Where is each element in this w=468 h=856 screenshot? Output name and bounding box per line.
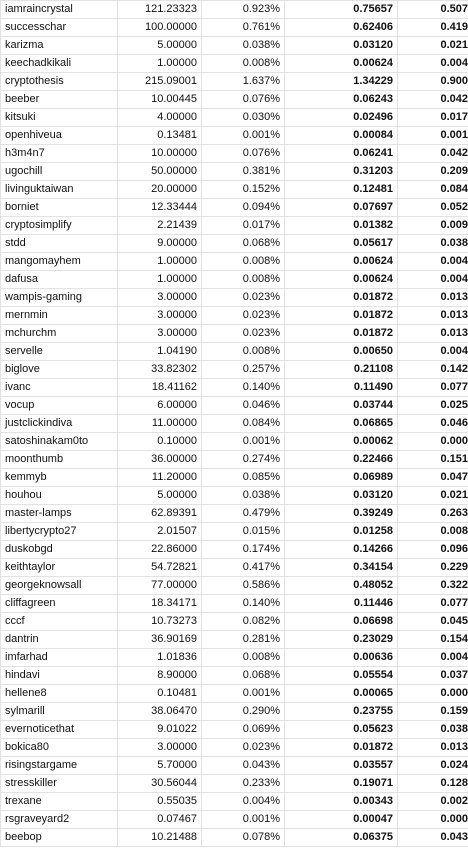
value-cell[interactable]: 0.06865 bbox=[285, 415, 398, 433]
account-name-cell[interactable]: duskobgd bbox=[1, 541, 118, 559]
account-name-cell[interactable]: mernmin bbox=[1, 307, 118, 325]
account-name-cell[interactable]: georgeknowsall bbox=[1, 577, 118, 595]
table-row bbox=[1, 73, 468, 91]
value-cell[interactable]: 0.00636 bbox=[285, 649, 398, 667]
share-cell[interactable]: 0.021 bbox=[398, 37, 468, 55]
account-name-cell[interactable]: openhiveua bbox=[1, 127, 118, 145]
share-cell[interactable]: 0.128 bbox=[398, 775, 468, 793]
table-row bbox=[1, 145, 468, 163]
amount-cell[interactable]: 5.00000 bbox=[118, 487, 202, 505]
amount-cell[interactable]: 6.00000 bbox=[118, 397, 202, 415]
percent-cell[interactable]: 0.008% bbox=[202, 649, 285, 667]
value-cell[interactable]: 0.75657 bbox=[285, 1, 398, 19]
value-cell[interactable]: 0.00624 bbox=[285, 253, 398, 271]
table-row bbox=[1, 487, 468, 505]
account-name-cell[interactable]: trexane bbox=[1, 793, 118, 811]
account-name-cell[interactable]: h3m4n7 bbox=[1, 145, 118, 163]
account-name-cell[interactable]: master-lamps bbox=[1, 505, 118, 523]
value-cell[interactable]: 0.01872 bbox=[285, 739, 398, 757]
share-cell[interactable]: 0.419 bbox=[398, 19, 468, 37]
table-row bbox=[1, 343, 468, 361]
value-cell[interactable]: 0.06241 bbox=[285, 145, 398, 163]
table-row bbox=[1, 469, 468, 487]
account-name-cell[interactable]: ivanc bbox=[1, 379, 118, 397]
value-cell[interactable]: 0.34154 bbox=[285, 559, 398, 577]
account-name-cell[interactable]: ugochill bbox=[1, 163, 118, 181]
amount-cell[interactable]: 1.01836 bbox=[118, 649, 202, 667]
account-name-cell[interactable]: wampis-gaming bbox=[1, 289, 118, 307]
table-row bbox=[1, 217, 468, 235]
account-name-cell[interactable]: dafusa bbox=[1, 271, 118, 289]
percent-cell[interactable]: 0.076% bbox=[202, 145, 285, 163]
amount-cell[interactable]: 1.00000 bbox=[118, 271, 202, 289]
table-row bbox=[1, 325, 468, 343]
share-cell[interactable]: 0.025 bbox=[398, 397, 468, 415]
share-cell[interactable]: 0.013 bbox=[398, 307, 468, 325]
amount-cell[interactable]: 9.00000 bbox=[118, 235, 202, 253]
percent-cell[interactable]: 0.381% bbox=[202, 163, 285, 181]
amount-cell[interactable]: 22.86000 bbox=[118, 541, 202, 559]
table-row bbox=[1, 199, 468, 217]
account-name-cell[interactable]: kitsuki bbox=[1, 109, 118, 127]
table-row bbox=[1, 793, 468, 811]
percent-cell[interactable]: 0.046% bbox=[202, 397, 285, 415]
table-row bbox=[1, 235, 468, 253]
amount-cell[interactable]: 3.00000 bbox=[118, 739, 202, 757]
percent-cell[interactable]: 0.023% bbox=[202, 307, 285, 325]
percent-cell[interactable]: 0.008% bbox=[202, 343, 285, 361]
table-row bbox=[1, 271, 468, 289]
value-cell[interactable]: 0.00084 bbox=[285, 127, 398, 145]
value-cell[interactable]: 0.03744 bbox=[285, 397, 398, 415]
share-cell[interactable]: 0.024 bbox=[398, 757, 468, 775]
account-name-cell[interactable]: servelle bbox=[1, 343, 118, 361]
value-cell[interactable]: 0.14266 bbox=[285, 541, 398, 559]
amount-cell[interactable]: 50.00000 bbox=[118, 163, 202, 181]
share-cell[interactable]: 0.507 bbox=[398, 1, 468, 19]
share-cell[interactable]: 0.004 bbox=[398, 271, 468, 289]
share-cell[interactable]: 0.004 bbox=[398, 343, 468, 361]
table-row bbox=[1, 631, 468, 649]
share-cell[interactable]: 0.013 bbox=[398, 325, 468, 343]
table-row bbox=[1, 703, 468, 721]
account-name-cell[interactable]: imfarhad bbox=[1, 649, 118, 667]
percent-cell[interactable]: 0.479% bbox=[202, 505, 285, 523]
account-name-cell[interactable]: borniet bbox=[1, 199, 118, 217]
table-row bbox=[1, 91, 468, 109]
value-cell[interactable]: 0.02496 bbox=[285, 109, 398, 127]
value-cell[interactable]: 0.01872 bbox=[285, 289, 398, 307]
share-cell[interactable]: 0.084 bbox=[398, 181, 468, 199]
amount-cell[interactable]: 1.00000 bbox=[118, 253, 202, 271]
table-row bbox=[1, 127, 468, 145]
amount-cell[interactable]: 5.70000 bbox=[118, 757, 202, 775]
account-name-cell[interactable]: cccf bbox=[1, 613, 118, 631]
percent-cell[interactable]: 0.274% bbox=[202, 451, 285, 469]
value-cell[interactable]: 1.34229 bbox=[285, 73, 398, 91]
table-row bbox=[1, 253, 468, 271]
table-row bbox=[1, 307, 468, 325]
table-row bbox=[1, 721, 468, 739]
table-row bbox=[1, 541, 468, 559]
percent-cell[interactable]: 0.023% bbox=[202, 289, 285, 307]
account-name-cell[interactable]: sylmarill bbox=[1, 703, 118, 721]
amount-cell[interactable]: 100.00000 bbox=[118, 19, 202, 37]
percent-cell[interactable]: 0.290% bbox=[202, 703, 285, 721]
account-name-cell[interactable]: hellene8 bbox=[1, 685, 118, 703]
percent-cell[interactable]: 0.038% bbox=[202, 487, 285, 505]
table-row bbox=[1, 361, 468, 379]
amount-cell[interactable]: 11.20000 bbox=[118, 469, 202, 487]
amount-cell[interactable]: 12.33444 bbox=[118, 199, 202, 217]
amount-cell[interactable]: 36.00000 bbox=[118, 451, 202, 469]
table-row bbox=[1, 595, 468, 613]
value-cell[interactable]: 0.00065 bbox=[285, 685, 398, 703]
amount-cell[interactable]: 77.00000 bbox=[118, 577, 202, 595]
table-row bbox=[1, 181, 468, 199]
share-cell[interactable]: 0.042 bbox=[398, 91, 468, 109]
account-name-cell[interactable]: mchurchm bbox=[1, 325, 118, 343]
share-cell[interactable]: 0.046 bbox=[398, 415, 468, 433]
amount-cell[interactable]: 2.21439 bbox=[118, 217, 202, 235]
account-name-cell[interactable]: cryptothesis bbox=[1, 73, 118, 91]
value-cell[interactable]: 0.22466 bbox=[285, 451, 398, 469]
amount-cell[interactable]: 10.00000 bbox=[118, 145, 202, 163]
percent-cell[interactable]: 0.923% bbox=[202, 1, 285, 19]
amount-cell[interactable]: 0.13481 bbox=[118, 127, 202, 145]
value-cell[interactable]: 0.06989 bbox=[285, 469, 398, 487]
percent-cell[interactable]: 0.001% bbox=[202, 127, 285, 145]
amount-cell[interactable]: 10.21488 bbox=[118, 829, 202, 847]
share-cell[interactable]: 0.047 bbox=[398, 469, 468, 487]
value-cell[interactable]: 0.07697 bbox=[285, 199, 398, 217]
table-row bbox=[1, 397, 468, 415]
percent-cell[interactable]: 0.233% bbox=[202, 775, 285, 793]
account-name-cell[interactable]: houhou bbox=[1, 487, 118, 505]
share-cell[interactable]: 0.009 bbox=[398, 217, 468, 235]
share-cell[interactable]: 0.004 bbox=[398, 649, 468, 667]
account-name-cell[interactable]: successchar bbox=[1, 19, 118, 37]
share-cell[interactable]: 0.096 bbox=[398, 541, 468, 559]
account-name-cell[interactable]: moonthumb bbox=[1, 451, 118, 469]
table-row bbox=[1, 505, 468, 523]
account-name-cell[interactable]: risingstargame bbox=[1, 757, 118, 775]
percent-cell[interactable]: 0.043% bbox=[202, 757, 285, 775]
share-cell[interactable]: 0.038 bbox=[398, 235, 468, 253]
share-cell[interactable]: 0.052 bbox=[398, 199, 468, 217]
table-row bbox=[1, 379, 468, 397]
percent-cell[interactable]: 0.152% bbox=[202, 181, 285, 199]
percent-cell[interactable]: 0.140% bbox=[202, 379, 285, 397]
value-cell[interactable]: 0.05617 bbox=[285, 235, 398, 253]
account-name-cell[interactable]: rsgraveyard2 bbox=[1, 811, 118, 829]
percent-cell[interactable]: 0.417% bbox=[202, 559, 285, 577]
amount-cell[interactable]: 10.73273 bbox=[118, 613, 202, 631]
value-cell[interactable]: 0.06375 bbox=[285, 829, 398, 847]
share-cell[interactable]: 0.077 bbox=[398, 595, 468, 613]
amount-cell[interactable]: 0.07467 bbox=[118, 811, 202, 829]
account-name-cell[interactable]: livinguktaiwan bbox=[1, 181, 118, 199]
amount-cell[interactable]: 4.00000 bbox=[118, 109, 202, 127]
share-cell[interactable]: 0.900 bbox=[398, 73, 468, 91]
amount-cell[interactable]: 3.00000 bbox=[118, 289, 202, 307]
percent-cell[interactable]: 0.068% bbox=[202, 667, 285, 685]
value-cell[interactable]: 0.06243 bbox=[285, 91, 398, 109]
account-name-cell[interactable]: satoshinakam0to bbox=[1, 433, 118, 451]
value-cell[interactable]: 0.31203 bbox=[285, 163, 398, 181]
percent-cell[interactable]: 0.761% bbox=[202, 19, 285, 37]
percent-cell[interactable]: 0.008% bbox=[202, 55, 285, 73]
percent-cell[interactable]: 0.017% bbox=[202, 217, 285, 235]
amount-cell[interactable]: 0.10000 bbox=[118, 433, 202, 451]
percent-cell[interactable]: 0.076% bbox=[202, 91, 285, 109]
account-name-cell[interactable]: keithtaylor bbox=[1, 559, 118, 577]
table-row bbox=[1, 523, 468, 541]
account-name-cell[interactable]: dantrin bbox=[1, 631, 118, 649]
share-cell[interactable]: 0.038 bbox=[398, 721, 468, 739]
value-cell[interactable]: 0.48052 bbox=[285, 577, 398, 595]
share-cell[interactable]: 0.043 bbox=[398, 829, 468, 847]
value-cell[interactable]: 0.05554 bbox=[285, 667, 398, 685]
table-row bbox=[1, 451, 468, 469]
value-cell[interactable]: 0.05623 bbox=[285, 721, 398, 739]
share-cell[interactable]: 0.154 bbox=[398, 631, 468, 649]
percent-cell[interactable]: 0.078% bbox=[202, 829, 285, 847]
percent-cell[interactable]: 0.008% bbox=[202, 271, 285, 289]
value-cell[interactable]: 0.01872 bbox=[285, 307, 398, 325]
amount-cell[interactable]: 10.00445 bbox=[118, 91, 202, 109]
share-cell[interactable]: 0.151 bbox=[398, 451, 468, 469]
share-cell[interactable]: 0.000 bbox=[398, 685, 468, 703]
percent-cell[interactable]: 0.586% bbox=[202, 577, 285, 595]
share-cell[interactable]: 0.263 bbox=[398, 505, 468, 523]
value-cell[interactable]: 0.00343 bbox=[285, 793, 398, 811]
percent-cell[interactable]: 0.001% bbox=[202, 811, 285, 829]
account-name-cell[interactable]: bokica80 bbox=[1, 739, 118, 757]
amount-cell[interactable]: 38.06470 bbox=[118, 703, 202, 721]
amount-cell[interactable]: 18.41162 bbox=[118, 379, 202, 397]
share-cell[interactable]: 0.004 bbox=[398, 253, 468, 271]
account-name-cell[interactable]: iamraincrystal bbox=[1, 1, 118, 19]
table-row bbox=[1, 289, 468, 307]
value-cell[interactable]: 0.00624 bbox=[285, 55, 398, 73]
amount-cell[interactable]: 54.72821 bbox=[118, 559, 202, 577]
table-row bbox=[1, 757, 468, 775]
account-name-cell[interactable]: evernoticethat bbox=[1, 721, 118, 739]
value-cell[interactable]: 0.03120 bbox=[285, 487, 398, 505]
percent-cell[interactable]: 0.084% bbox=[202, 415, 285, 433]
share-cell[interactable]: 0.209 bbox=[398, 163, 468, 181]
share-cell[interactable]: 0.004 bbox=[398, 55, 468, 73]
value-cell[interactable]: 0.01258 bbox=[285, 523, 398, 541]
value-cell[interactable]: 0.11490 bbox=[285, 379, 398, 397]
share-cell[interactable]: 0.042 bbox=[398, 145, 468, 163]
table-row bbox=[1, 19, 468, 37]
percent-cell[interactable]: 0.008% bbox=[202, 253, 285, 271]
percent-cell[interactable]: 0.001% bbox=[202, 685, 285, 703]
share-cell[interactable]: 0.008 bbox=[398, 523, 468, 541]
percent-cell[interactable]: 0.015% bbox=[202, 523, 285, 541]
account-name-cell[interactable]: karizma bbox=[1, 37, 118, 55]
account-name-cell[interactable]: justclickindiva bbox=[1, 415, 118, 433]
amount-cell[interactable]: 33.82302 bbox=[118, 361, 202, 379]
value-cell[interactable]: 0.39249 bbox=[285, 505, 398, 523]
value-cell[interactable]: 0.01382 bbox=[285, 217, 398, 235]
share-cell[interactable]: 0.000 bbox=[398, 811, 468, 829]
percent-cell[interactable]: 0.001% bbox=[202, 433, 285, 451]
value-cell[interactable]: 0.03120 bbox=[285, 37, 398, 55]
amount-cell[interactable]: 20.00000 bbox=[118, 181, 202, 199]
account-name-cell[interactable]: hindavi bbox=[1, 667, 118, 685]
amount-cell[interactable]: 215.09001 bbox=[118, 73, 202, 91]
amount-cell[interactable]: 3.00000 bbox=[118, 307, 202, 325]
percent-cell[interactable]: 0.023% bbox=[202, 325, 285, 343]
table-row bbox=[1, 811, 468, 829]
amount-cell[interactable]: 1.04190 bbox=[118, 343, 202, 361]
table-row bbox=[1, 739, 468, 757]
account-name-cell[interactable]: cliffagreen bbox=[1, 595, 118, 613]
percent-cell[interactable]: 0.140% bbox=[202, 595, 285, 613]
account-name-cell[interactable]: vocup bbox=[1, 397, 118, 415]
account-name-cell[interactable]: stdd bbox=[1, 235, 118, 253]
value-cell[interactable]: 0.12481 bbox=[285, 181, 398, 199]
account-name-cell[interactable]: kemmyb bbox=[1, 469, 118, 487]
value-cell[interactable]: 0.06698 bbox=[285, 613, 398, 631]
percent-cell[interactable]: 0.068% bbox=[202, 235, 285, 253]
percent-cell[interactable]: 0.038% bbox=[202, 37, 285, 55]
amount-cell[interactable]: 121.23323 bbox=[118, 1, 202, 19]
share-cell[interactable]: 0.045 bbox=[398, 613, 468, 631]
amount-cell[interactable]: 30.56044 bbox=[118, 775, 202, 793]
amount-cell[interactable]: 0.55035 bbox=[118, 793, 202, 811]
share-cell[interactable]: 0.017 bbox=[398, 109, 468, 127]
table-row bbox=[1, 559, 468, 577]
share-cell[interactable]: 0.142 bbox=[398, 361, 468, 379]
value-cell[interactable]: 0.11446 bbox=[285, 595, 398, 613]
account-name-cell[interactable]: libertycrypto27 bbox=[1, 523, 118, 541]
percent-cell[interactable]: 0.085% bbox=[202, 469, 285, 487]
share-cell[interactable]: 0.077 bbox=[398, 379, 468, 397]
amount-cell[interactable]: 1.00000 bbox=[118, 55, 202, 73]
table-row bbox=[1, 433, 468, 451]
share-cell[interactable]: 0.021 bbox=[398, 487, 468, 505]
account-name-cell[interactable]: keechadkikali bbox=[1, 55, 118, 73]
percent-cell[interactable]: 0.257% bbox=[202, 361, 285, 379]
table-row bbox=[1, 577, 468, 595]
table-row bbox=[1, 685, 468, 703]
amount-cell[interactable]: 5.00000 bbox=[118, 37, 202, 55]
spreadsheet-body bbox=[1, 1, 468, 847]
account-name-cell[interactable]: beeber bbox=[1, 91, 118, 109]
table-row bbox=[1, 415, 468, 433]
share-cell[interactable]: 0.013 bbox=[398, 289, 468, 307]
percent-cell[interactable]: 0.023% bbox=[202, 739, 285, 757]
share-cell[interactable]: 0.037 bbox=[398, 667, 468, 685]
share-cell[interactable]: 0.001 bbox=[398, 127, 468, 145]
amount-cell[interactable]: 3.00000 bbox=[118, 325, 202, 343]
account-name-cell[interactable]: mangomayhem bbox=[1, 253, 118, 271]
percent-cell[interactable]: 0.004% bbox=[202, 793, 285, 811]
table-row bbox=[1, 1, 468, 19]
account-name-cell[interactable]: biglove bbox=[1, 361, 118, 379]
value-cell[interactable]: 0.62406 bbox=[285, 19, 398, 37]
table-row bbox=[1, 37, 468, 55]
value-cell[interactable]: 0.00624 bbox=[285, 271, 398, 289]
amount-cell[interactable]: 18.34171 bbox=[118, 595, 202, 613]
amount-cell[interactable]: 9.01022 bbox=[118, 721, 202, 739]
percent-cell[interactable]: 1.637% bbox=[202, 73, 285, 91]
share-cell[interactable]: 0.159 bbox=[398, 703, 468, 721]
percent-cell[interactable]: 0.094% bbox=[202, 199, 285, 217]
percent-cell[interactable]: 0.069% bbox=[202, 721, 285, 739]
table-row bbox=[1, 109, 468, 127]
value-cell[interactable]: 0.03557 bbox=[285, 757, 398, 775]
value-cell[interactable]: 0.21108 bbox=[285, 361, 398, 379]
table-row bbox=[1, 649, 468, 667]
value-cell[interactable]: 0.23755 bbox=[285, 703, 398, 721]
value-cell[interactable]: 0.00062 bbox=[285, 433, 398, 451]
percent-cell[interactable]: 0.281% bbox=[202, 631, 285, 649]
value-cell[interactable]: 0.23029 bbox=[285, 631, 398, 649]
amount-cell[interactable]: 11.00000 bbox=[118, 415, 202, 433]
account-name-cell[interactable]: cryptosimplify bbox=[1, 217, 118, 235]
table-row bbox=[1, 163, 468, 181]
share-cell[interactable]: 0.229 bbox=[398, 559, 468, 577]
value-cell[interactable]: 0.00650 bbox=[285, 343, 398, 361]
amount-cell[interactable]: 2.01507 bbox=[118, 523, 202, 541]
amount-cell[interactable]: 8.90000 bbox=[118, 667, 202, 685]
share-cell[interactable]: 0.000 bbox=[398, 433, 468, 451]
table-row bbox=[1, 613, 468, 631]
percent-cell[interactable]: 0.030% bbox=[202, 109, 285, 127]
account-name-cell[interactable]: beebop bbox=[1, 829, 118, 847]
share-cell[interactable]: 0.002 bbox=[398, 793, 468, 811]
amount-cell[interactable]: 0.10481 bbox=[118, 685, 202, 703]
percent-cell[interactable]: 0.174% bbox=[202, 541, 285, 559]
table-row bbox=[1, 55, 468, 73]
value-cell[interactable]: 0.19071 bbox=[285, 775, 398, 793]
value-cell[interactable]: 0.00047 bbox=[285, 811, 398, 829]
account-name-cell[interactable]: stresskiller bbox=[1, 775, 118, 793]
share-cell[interactable]: 0.322 bbox=[398, 577, 468, 595]
table-row bbox=[1, 829, 468, 847]
amount-cell[interactable]: 36.90169 bbox=[118, 631, 202, 649]
table-row bbox=[1, 667, 468, 685]
value-cell[interactable]: 0.01872 bbox=[285, 325, 398, 343]
amount-cell[interactable]: 62.89391 bbox=[118, 505, 202, 523]
percent-cell[interactable]: 0.082% bbox=[202, 613, 285, 631]
table-row bbox=[1, 775, 468, 793]
share-cell[interactable]: 0.013 bbox=[398, 739, 468, 757]
